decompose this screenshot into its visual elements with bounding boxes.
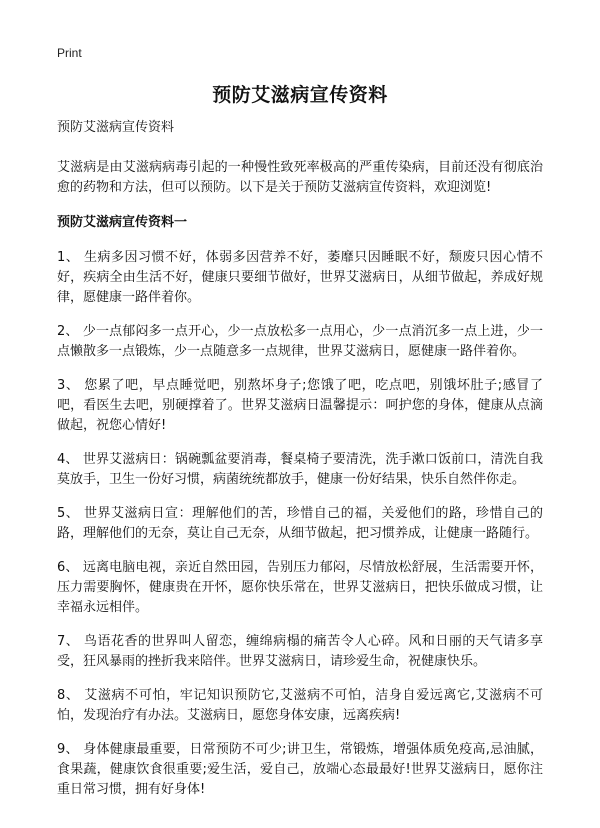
document-body bbox=[57, 118, 543, 814]
section-heading: 预防艾滋病宣传资料一 bbox=[57, 215, 188, 230]
list-item: 8、 艾滋病不可怕，牢记知识预防它,艾滋病不可怕，洁身自爱远离它,艾滋病不可怕，发现治疗有办法。艾滋病日，愿您身体安康，远离疾病! bbox=[57, 688, 543, 723]
print-link[interactable]: Print bbox=[57, 46, 82, 60]
list-item: 1、 生病多因习惯不好，体弱多因营养不好，萎靡只因睡眠不好，颓废只因心情不好，疾病全由生活不好，健康只要细节做好，世界艾滋病日，从细节做起，养成好规律，愿健康一路伴着你。 bbox=[57, 250, 543, 305]
list-item: 3、 您累了吧，早点睡觉吧，别熬坏身子;您饿了吧，吃点吧，别饿坏肚子;感冒了吧，看医生去吧，别硬撑着了。世界艾滋病日温馨提示：呵护您的身体，健康从点滴做起，祝您心情好! bbox=[57, 378, 543, 433]
list-item: 7、 鸟语花香的世界叫人留恋，缠绵病榻的痛苦令人心碎。风和日丽的天气请多享受，狂风暴雨的挫折我来陪伴。世界艾滋病日，请珍爱生命，祝健康快乐。 bbox=[57, 634, 543, 669]
intro-paragraph: 艾滋病是由艾滋病病毒引起的一种慢性致死率极高的严重传染病，目前还没有彻底治愈的药物和方法，但可以预防。以下是关于预防艾滋病宣传资料，欢迎浏览! bbox=[57, 160, 543, 195]
list-item: 2、 少一点郁闷多一点开心，少一点放松多一点用心，少一点消沉多一点上进，少一点懒散多一点锻炼，少一点随意多一点规律，世界艾滋病日，愿健康一路伴着你。 bbox=[57, 324, 543, 359]
document-subtitle: 预防艾滋病宣传资料 bbox=[57, 120, 175, 135]
list-item: 4、 世界艾滋病日：锅碗瓢盆要消毒，餐桌椅子要清洗，洗手漱口饭前口，清洗自我莫放手，卫生一份好习惯，病菌统统都放手，健康一份好结果，快乐自然伴你走。 bbox=[57, 452, 543, 487]
list-item: 9、 身体健康最重要，日常预防不可少;讲卫生，常锻炼，增强体质免疫高,忌油腻，食果蔬，健康饮食很重要;爱生活，爱自己，放端心态最最好!世界艾滋病日，愿你注重日常习惯，拥有好身体! bbox=[57, 742, 543, 797]
list-item: 5、 世界艾滋病日宣：理解他们的苦，珍惜自己的福，关爱他们的路，珍惜自己的路，理解他们的无奈，莫让自己无奈，从细节做起，把习惯养成，让健康一路随行。 bbox=[57, 506, 543, 541]
document-title: 预防艾滋病宣传资料 bbox=[212, 84, 388, 106]
list-item: 6、 远离电脑电视，亲近自然田园，告别压力郁闷，尽情放松舒展，生活需要开怀，压力需要胸怀，健康贵在开怀，愿你快乐常在，世界艾滋病日，把快乐做成习惯，让幸福永远相伴。 bbox=[57, 560, 543, 615]
